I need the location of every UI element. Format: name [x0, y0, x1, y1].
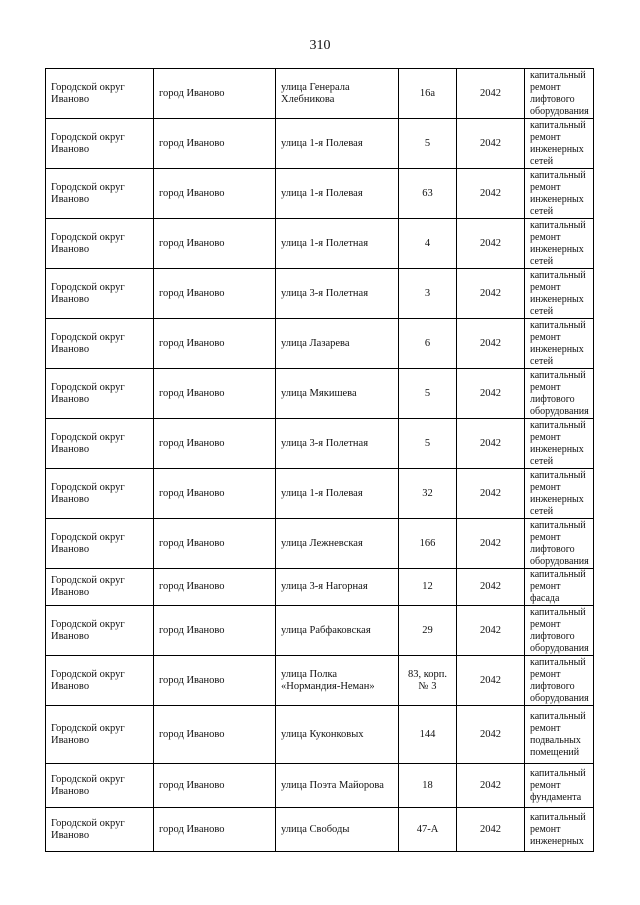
- year-cell: 2042: [457, 169, 525, 219]
- table-row: [46, 764, 594, 808]
- city-cell: город Иваново: [154, 606, 276, 656]
- municipality-cell: Городской округ Иваново: [46, 269, 154, 319]
- municipality-cell: Городской округ Иваново: [46, 119, 154, 169]
- house-number-cell: 12: [399, 569, 457, 606]
- city-cell: город Иваново: [154, 656, 276, 706]
- table-body: [46, 69, 594, 852]
- house-number-cell: 5: [399, 119, 457, 169]
- house-number-cell: 5: [399, 419, 457, 469]
- house-number-cell: 16а: [399, 69, 457, 119]
- work-type-cell: капитальный ремонт инженерных сетей: [525, 219, 594, 269]
- city-cell: город Иваново: [154, 369, 276, 419]
- house-number-cell: 5: [399, 369, 457, 419]
- street-cell: улица Свободы: [276, 808, 399, 852]
- city-cell: город Иваново: [154, 319, 276, 369]
- city-cell: город Иваново: [154, 764, 276, 808]
- street-cell: улица Куконковых: [276, 706, 399, 764]
- work-type-cell: капитальный ремонт инженерных сетей: [525, 119, 594, 169]
- city-cell: город Иваново: [154, 569, 276, 606]
- page-number: 310: [309, 38, 331, 53]
- municipality-cell: Городской округ Иваново: [46, 419, 154, 469]
- work-type-cell: капитальный ремонт инженерных сетей: [525, 419, 594, 469]
- street-cell: улица 1-я Полевая: [276, 169, 399, 219]
- house-number-cell: 144: [399, 706, 457, 764]
- table-row: [46, 706, 594, 764]
- municipality-cell: Городской округ Иваново: [46, 69, 154, 119]
- house-number-cell: 47-А: [399, 808, 457, 852]
- table-row: [46, 119, 594, 169]
- year-cell: 2042: [457, 469, 525, 519]
- city-cell: город Иваново: [154, 469, 276, 519]
- table-row: [46, 808, 594, 852]
- street-cell: улица 3-я Нагорная: [276, 569, 399, 606]
- municipality-cell: Городской округ Иваново: [46, 369, 154, 419]
- work-type-cell: капитальный ремонт лифтового оборудования: [525, 606, 594, 656]
- city-cell: город Иваново: [154, 808, 276, 852]
- municipality-cell: Городской округ Иваново: [46, 219, 154, 269]
- street-cell: улица 1-я Полевая: [276, 119, 399, 169]
- street-cell: улица Полка «Нормандия-Неман»: [276, 656, 399, 706]
- year-cell: 2042: [457, 69, 525, 119]
- table-row: [46, 169, 594, 219]
- city-cell: город Иваново: [154, 119, 276, 169]
- city-cell: город Иваново: [154, 269, 276, 319]
- year-cell: 2042: [457, 808, 525, 852]
- year-cell: 2042: [457, 519, 525, 569]
- house-number-cell: 83, корп. № 3: [399, 656, 457, 706]
- work-type-cell: капитальный ремонт подвальных помещений: [525, 706, 594, 764]
- year-cell: 2042: [457, 319, 525, 369]
- year-cell: 2042: [457, 419, 525, 469]
- house-number-cell: 6: [399, 319, 457, 369]
- work-type-cell: капитальный ремонт инженерных: [525, 808, 594, 852]
- year-cell: 2042: [457, 656, 525, 706]
- house-number-cell: 32: [399, 469, 457, 519]
- street-cell: улица Генерала Хлебникова: [276, 69, 399, 119]
- year-cell: 2042: [457, 219, 525, 269]
- municipality-cell: Городской округ Иваново: [46, 569, 154, 606]
- table-row: [46, 606, 594, 656]
- year-cell: 2042: [457, 369, 525, 419]
- street-cell: улица Рабфаковская: [276, 606, 399, 656]
- year-cell: 2042: [457, 606, 525, 656]
- table-row: [46, 656, 594, 706]
- table-row: [46, 319, 594, 369]
- city-cell: город Иваново: [154, 69, 276, 119]
- house-number-cell: 18: [399, 764, 457, 808]
- municipality-cell: Городской округ Иваново: [46, 319, 154, 369]
- table-row: [46, 269, 594, 319]
- work-type-cell: капитальный ремонт лифтового оборудования: [525, 656, 594, 706]
- municipality-cell: Городской округ Иваново: [46, 706, 154, 764]
- house-number-cell: 3: [399, 269, 457, 319]
- street-cell: улица 3-я Полетная: [276, 269, 399, 319]
- year-cell: 2042: [457, 119, 525, 169]
- city-cell: город Иваново: [154, 169, 276, 219]
- table-row: [46, 69, 594, 119]
- municipality-cell: Городской округ Иваново: [46, 764, 154, 808]
- street-cell: улица 1-я Полетная: [276, 219, 399, 269]
- work-type-cell: капитальный ремонт инженерных сетей: [525, 269, 594, 319]
- table-row: [46, 569, 594, 606]
- house-number-cell: 4: [399, 219, 457, 269]
- street-cell: улица Поэта Майорова: [276, 764, 399, 808]
- work-type-cell: капитальный ремонт инженерных сетей: [525, 169, 594, 219]
- street-cell: улица Лазарева: [276, 319, 399, 369]
- year-cell: 2042: [457, 569, 525, 606]
- repair-schedule-table: [45, 68, 594, 852]
- municipality-cell: Городской округ Иваново: [46, 808, 154, 852]
- street-cell: улица 1-я Полевая: [276, 469, 399, 519]
- street-cell: улица Мякишева: [276, 369, 399, 419]
- municipality-cell: Городской округ Иваново: [46, 469, 154, 519]
- table-row: [46, 469, 594, 519]
- municipality-cell: Городской округ Иваново: [46, 606, 154, 656]
- house-number-cell: 63: [399, 169, 457, 219]
- city-cell: город Иваново: [154, 519, 276, 569]
- house-number-cell: 166: [399, 519, 457, 569]
- table-row: [46, 419, 594, 469]
- table-row: [46, 369, 594, 419]
- city-cell: город Иваново: [154, 706, 276, 764]
- work-type-cell: капитальный ремонт лифтового оборудования: [525, 369, 594, 419]
- work-type-cell: капитальный ремонт инженерных сетей: [525, 319, 594, 369]
- work-type-cell: капитальный ремонт инженерных сетей: [525, 469, 594, 519]
- table-row: [46, 519, 594, 569]
- table-row: [46, 219, 594, 269]
- year-cell: 2042: [457, 706, 525, 764]
- street-cell: улица Лежневская: [276, 519, 399, 569]
- city-cell: город Иваново: [154, 219, 276, 269]
- year-cell: 2042: [457, 269, 525, 319]
- house-number-cell: 29: [399, 606, 457, 656]
- work-type-cell: капитальный ремонт фасада: [525, 569, 594, 606]
- work-type-cell: капитальный ремонт лифтового оборудования: [525, 519, 594, 569]
- work-type-cell: капитальный ремонт лифтового оборудования: [525, 69, 594, 119]
- work-type-cell: капитальный ремонт фундамента: [525, 764, 594, 808]
- municipality-cell: Городской округ Иваново: [46, 656, 154, 706]
- city-cell: город Иваново: [154, 419, 276, 469]
- street-cell: улица 3-я Полетная: [276, 419, 399, 469]
- municipality-cell: Городской округ Иваново: [46, 519, 154, 569]
- year-cell: 2042: [457, 764, 525, 808]
- municipality-cell: Городской округ Иваново: [46, 169, 154, 219]
